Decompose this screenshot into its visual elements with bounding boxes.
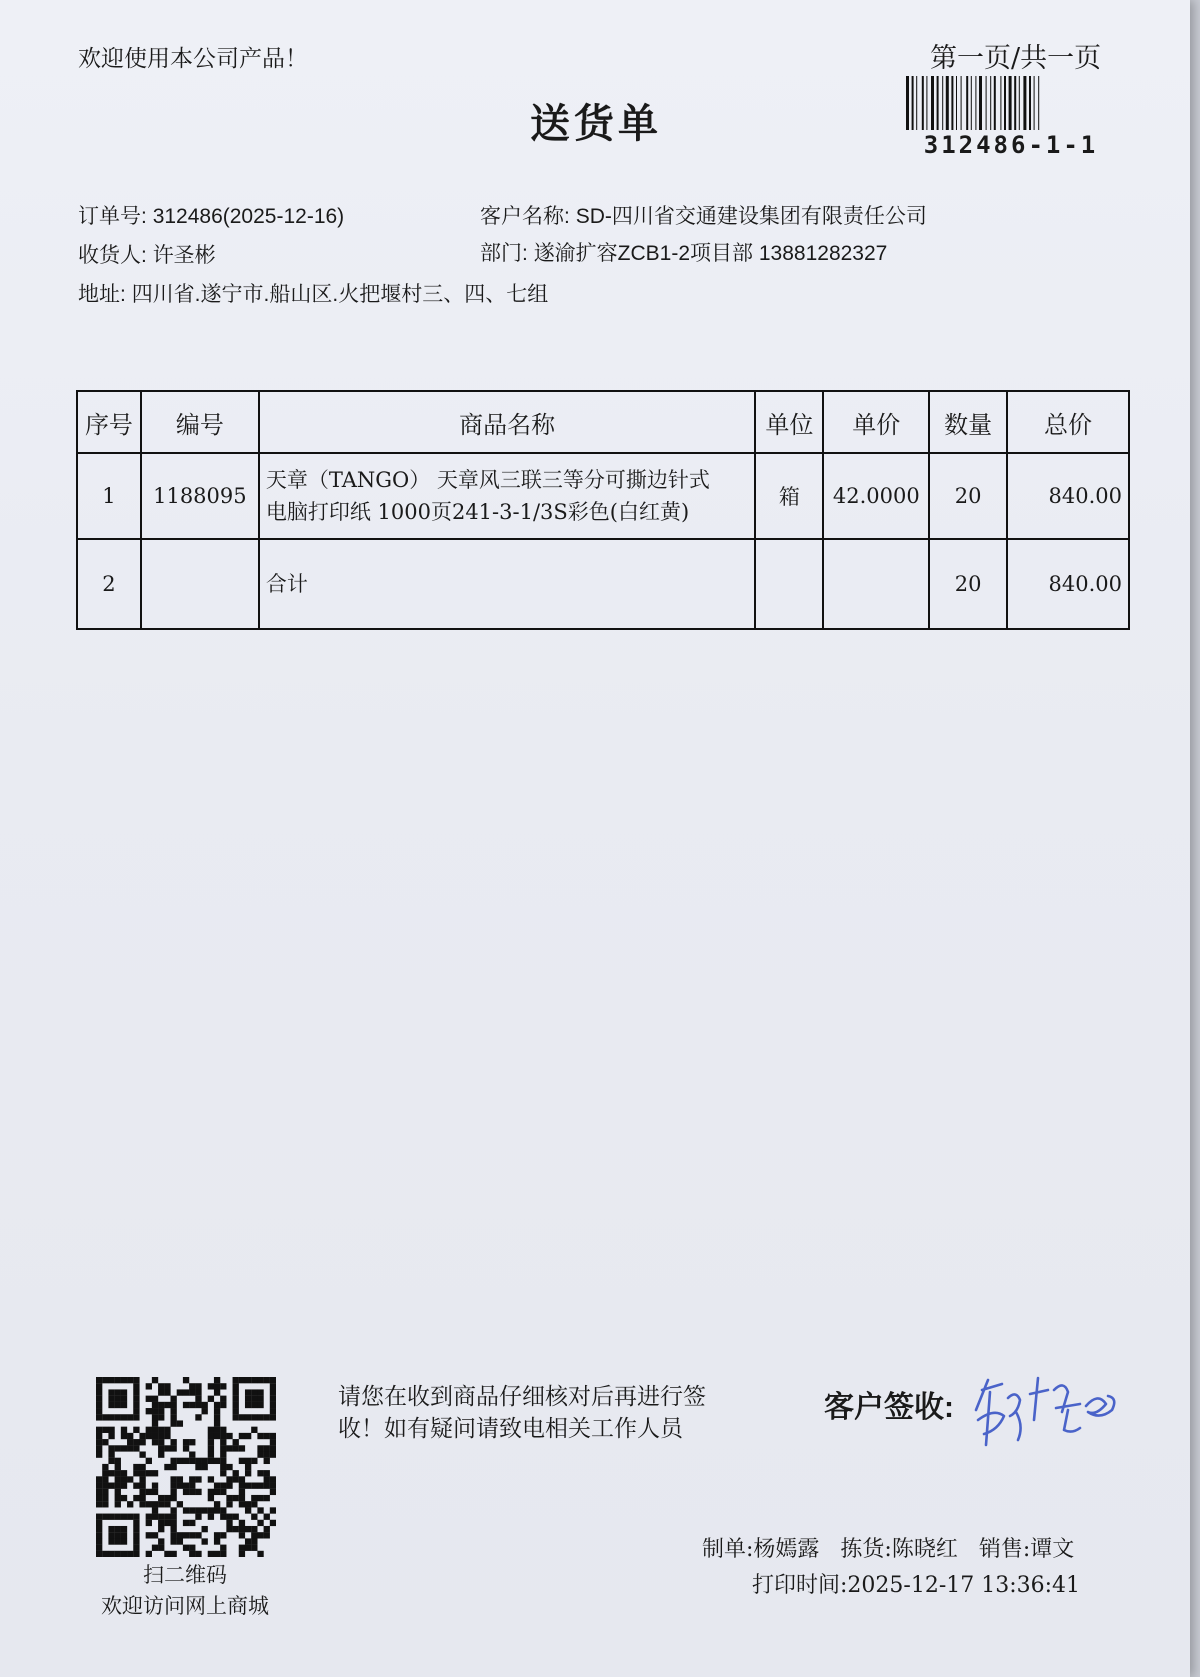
staff-line xyxy=(702,1532,1074,1563)
receipt-notice xyxy=(338,1380,758,1444)
cell-product-name xyxy=(259,539,756,629)
product-name-line: 电脑打印纸 1000页241-3-1/3S彩色(白红黄) xyxy=(265,500,690,524)
address-label: 地址: xyxy=(78,283,126,306)
table-header-row xyxy=(77,391,1129,453)
customer-label: 客户名称: xyxy=(480,205,570,228)
cell-unit xyxy=(755,539,823,629)
department-value: 遂渝扩容ZCB1-2项目部 13881282327 xyxy=(533,242,888,265)
cell-total: 840.00 xyxy=(1007,453,1129,539)
order-number-value: 312486(2025-12-16) xyxy=(152,205,345,228)
header-code: 编号 xyxy=(141,391,259,453)
cell-seq: 1 xyxy=(77,453,141,539)
department-line xyxy=(480,237,887,267)
qr-caption-line: 扫二维码 xyxy=(143,1563,227,1587)
address-value: 四川省.遂宁市.船山区.火把堰村三、四、七组 xyxy=(131,283,549,306)
cell-product-name xyxy=(259,453,756,539)
cell-quantity: 20 xyxy=(929,539,1007,629)
picker-text: 拣货:陈晓红 xyxy=(840,1537,958,1562)
cell-unit-price xyxy=(823,539,929,629)
cell-code: 1188095 xyxy=(141,453,259,539)
barcode-number: 312486-1-1 xyxy=(923,131,1099,159)
order-number-label: 订单号: xyxy=(78,205,147,228)
barcode-image xyxy=(906,76,1114,130)
cell-unit-price: 42.0000 xyxy=(823,453,929,539)
handwritten-signature xyxy=(968,1350,1128,1460)
product-name-line: 合计 xyxy=(265,572,308,596)
order-number-line xyxy=(78,200,344,230)
cell-total: 840.00 xyxy=(1007,539,1129,629)
header-unit: 单位 xyxy=(755,391,823,453)
sales-text: 销售:谭文 xyxy=(978,1537,1075,1562)
header-seq: 序号 xyxy=(77,391,141,453)
product-name-line: 天章（TANGO） 天章风三联三等分可撕边针式 xyxy=(265,468,710,492)
qr-code-image xyxy=(96,1377,276,1557)
header-total: 总价 xyxy=(1007,391,1129,453)
table-row xyxy=(77,539,1129,629)
cell-code xyxy=(141,539,259,629)
page-indicator: 第一页/共一页 xyxy=(930,43,1102,74)
cell-quantity: 20 xyxy=(929,453,1007,539)
items-table xyxy=(76,390,1130,630)
maker-text: 制单:杨嫣露 xyxy=(702,1537,820,1562)
cell-seq: 2 xyxy=(77,539,141,629)
header-quantity: 数量 xyxy=(929,391,1007,453)
customer-line xyxy=(480,200,927,230)
customer-value: SD-四川省交通建设集团有限责任公司 xyxy=(575,205,927,228)
address-line xyxy=(78,278,548,308)
print-time: 打印时间:2025-12-17 13:36:41 xyxy=(752,1573,1081,1598)
welcome-text: 欢迎使用本公司产品！ xyxy=(78,46,308,72)
department-label: 部门: xyxy=(480,242,528,265)
receiver-line xyxy=(78,239,216,269)
cell-unit: 箱 xyxy=(755,453,823,539)
document-title: 送货单 xyxy=(530,102,662,146)
header-unit-price: 单价 xyxy=(823,391,929,453)
qr-caption-line: 欢迎访问网上商城 xyxy=(101,1594,269,1618)
receiver-value: 许圣彬 xyxy=(152,244,216,267)
notice-line: 收！如有疑问请致电相关工作人员 xyxy=(338,1415,683,1441)
header-product-name: 商品名称 xyxy=(259,391,756,453)
notice-line: 请您在收到商品仔细核对后再进行签 xyxy=(338,1383,706,1409)
customer-sign-label: 客户签收: xyxy=(824,1391,954,1424)
qr-caption xyxy=(80,1560,290,1622)
receiver-label: 收货人: xyxy=(78,244,147,267)
table-row xyxy=(77,453,1129,539)
